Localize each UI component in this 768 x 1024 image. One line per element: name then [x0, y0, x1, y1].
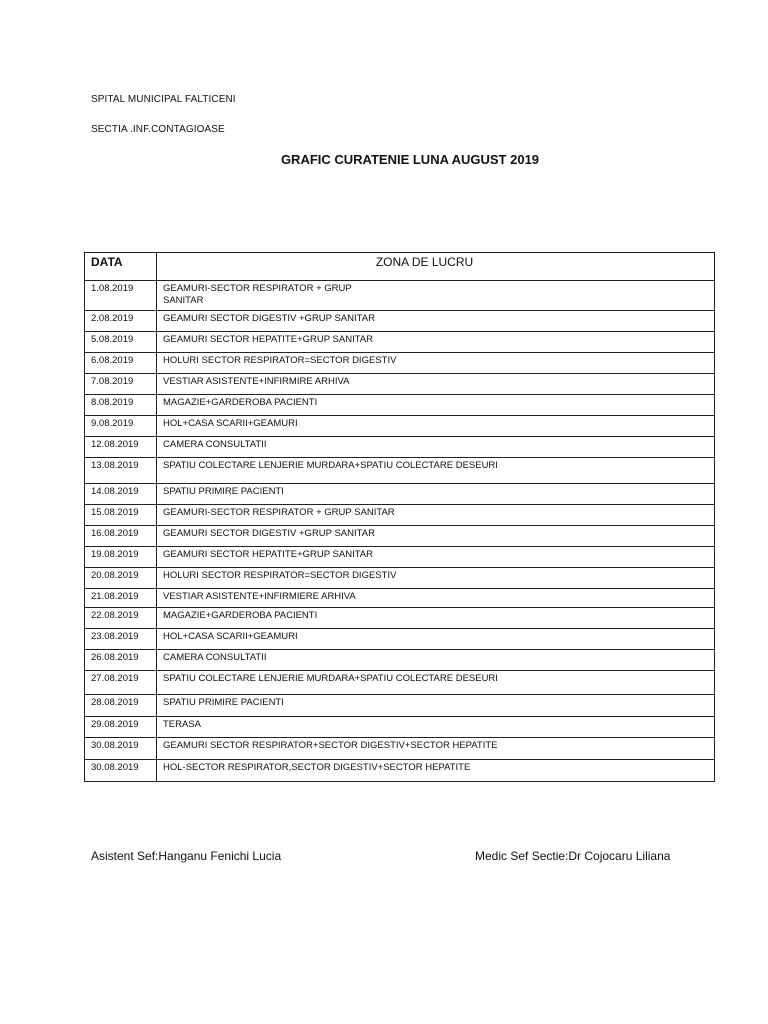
row-zone: GEAMURI SECTOR DIGESTIV +GRUP SANITAR [157, 526, 715, 547]
row-zone: GEAMURI SECTOR RESPIRATOR+SECTOR DIGESTIV+SECTOR HEPATITE [157, 738, 715, 760]
row-zone: CAMERA CONSULTATII [157, 650, 715, 671]
row-zone: SPATIU PRIMIRE PACIENTI [157, 484, 715, 505]
cleaning-schedule-table [84, 252, 715, 782]
table-row [85, 738, 715, 760]
table-row [85, 589, 715, 608]
row-zone: GEAMURI SECTOR HEPATITE+GRUP SANITAR [157, 547, 715, 568]
table-header-row [85, 253, 715, 281]
row-zone: GEAMURI-SECTOR RESPIRATOR + GRUP SANITAR [157, 505, 715, 526]
row-zone: SPATIU COLECTARE LENJERIE MURDARA+SPATIU COLECTARE DESEURI [157, 671, 715, 695]
head-nurse-signature: Asistent Sef:Hanganu Fenichi Lucia [91, 849, 282, 863]
row-date: 15.08.2019 [85, 505, 157, 526]
row-zone: HOLURI SECTOR RESPIRATOR=SECTOR DIGESTIV [157, 353, 715, 374]
row-zone: GEAMURI SECTOR DIGESTIV +GRUP SANITAR [157, 311, 715, 332]
row-date: 21.08.2019 [85, 589, 157, 608]
row-zone: SPATIU PRIMIRE PACIENTI [157, 695, 715, 717]
table-row [85, 395, 715, 416]
document-title: GRAFIC CURATENIE LUNA AUGUST 2019 [280, 152, 540, 167]
row-date: 1.08.2019 [85, 281, 157, 311]
row-zone: HOL+CASA SCARII+GEAMURI [157, 416, 715, 437]
row-date: 19.08.2019 [85, 547, 157, 568]
row-date: 28.08.2019 [85, 695, 157, 717]
row-date: 9.08.2019 [85, 416, 157, 437]
table-row [85, 416, 715, 437]
table-row [85, 717, 715, 738]
table-row [85, 760, 715, 782]
table-row [85, 484, 715, 505]
table-row [85, 281, 715, 311]
row-date: 29.08.2019 [85, 717, 157, 738]
table-row [85, 695, 715, 717]
row-date: 27.08.2019 [85, 671, 157, 695]
row-zone: HOL-SECTOR RESPIRATOR,SECTOR DIGESTIV+SECTOR HEPATITE [157, 760, 715, 782]
table-row [85, 374, 715, 395]
row-zone: MAGAZIE+GARDEROBA PACIENTI [157, 608, 715, 629]
table-row [85, 458, 715, 484]
table-row [85, 353, 715, 374]
row-date: 20.08.2019 [85, 568, 157, 589]
row-date: 16.08.2019 [85, 526, 157, 547]
row-date: 13.08.2019 [85, 458, 157, 484]
head-physician-signature: Medic Sef Sectie:Dr Cojocaru Liliana [475, 849, 671, 863]
section-name: SECTIA .INF.CONTAGIOASE [91, 124, 225, 135]
row-date: 8.08.2019 [85, 395, 157, 416]
row-date: 6.08.2019 [85, 353, 157, 374]
row-zone: HOLURI SECTOR RESPIRATOR=SECTOR DIGESTIV [157, 568, 715, 589]
row-zone: GEAMURI-SECTOR RESPIRATOR + GRUP SANITAR [157, 281, 715, 311]
table-row [85, 526, 715, 547]
row-zone: GEAMURI SECTOR HEPATITE+GRUP SANITAR [157, 332, 715, 353]
row-zone: HOL+CASA SCARII+GEAMURI [157, 629, 715, 650]
table-row [85, 505, 715, 526]
row-date: 7.08.2019 [85, 374, 157, 395]
row-zone: TERASA [157, 717, 715, 738]
row-date: 14.08.2019 [85, 484, 157, 505]
row-zone: VESTIAR ASISTENTE+INFIRMIRE ARHIVA [157, 374, 715, 395]
row-date: 22.08.2019 [85, 608, 157, 629]
hospital-name: SPITAL MUNICIPAL FALTICENI [91, 94, 236, 105]
row-date: 23.08.2019 [85, 629, 157, 650]
row-zone: SPATIU COLECTARE LENJERIE MURDARA+SPATIU COLECTARE DESEURI [157, 458, 715, 484]
row-date: 30.08.2019 [85, 738, 157, 760]
row-date: 30.08.2019 [85, 760, 157, 782]
table-row [85, 629, 715, 650]
table-row [85, 568, 715, 589]
row-date: 26.08.2019 [85, 650, 157, 671]
row-date: 12.08.2019 [85, 437, 157, 458]
table-row [85, 547, 715, 568]
row-zone: VESTIAR ASISTENTE+INFIRMIERE ARHIVA [157, 589, 715, 608]
row-date: 5.08.2019 [85, 332, 157, 353]
table-row [85, 311, 715, 332]
row-zone: MAGAZIE+GARDEROBA PACIENTI [157, 395, 715, 416]
table-row [85, 332, 715, 353]
table-row [85, 650, 715, 671]
column-header-zone: ZONA DE LUCRU [157, 253, 715, 281]
table-row [85, 608, 715, 629]
row-date: 2.08.2019 [85, 311, 157, 332]
row-zone: CAMERA CONSULTATII [157, 437, 715, 458]
table-row [85, 671, 715, 695]
table-row [85, 437, 715, 458]
column-header-date: DATA [85, 253, 157, 281]
